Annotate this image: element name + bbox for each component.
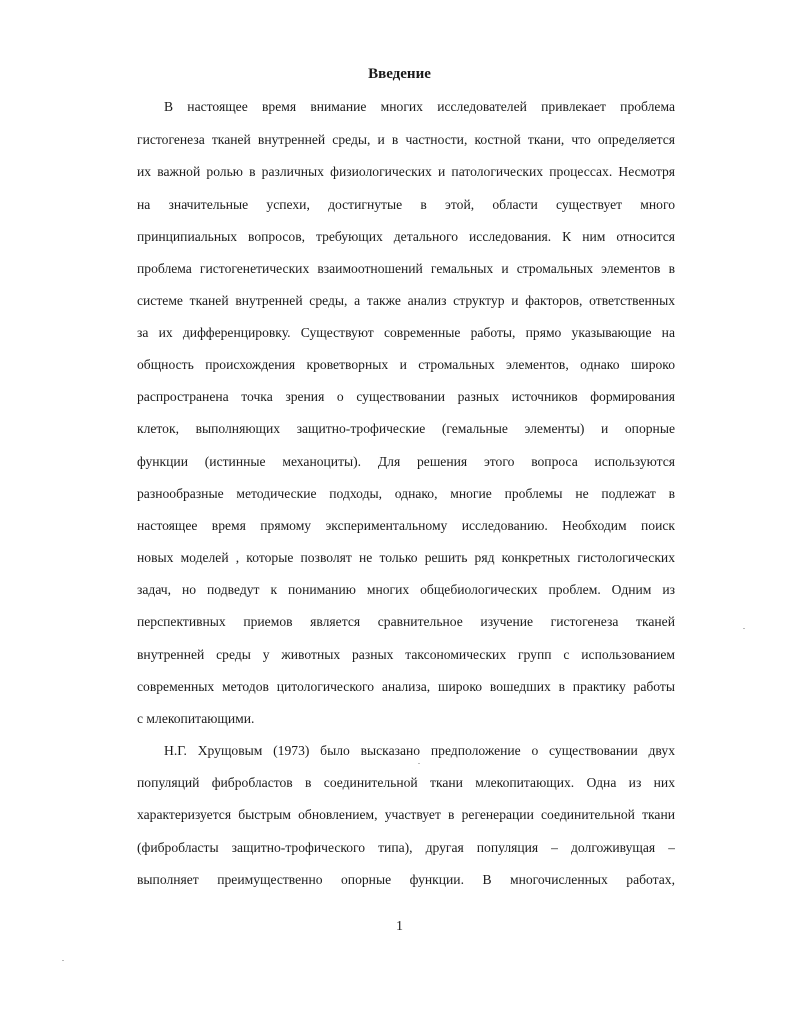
- text-line: выполняет преимущественно опорные функции. В многочисленных работах,: [137, 872, 675, 887]
- scan-speck: [743, 628, 745, 629]
- page-number: 1: [396, 919, 403, 934]
- text-line: характеризуется быстрым обновлением, участвует в регенерации соединительной ткани: [137, 807, 675, 822]
- text-line: на значительные успехи, достигнутые в этой, области существует много: [137, 197, 675, 212]
- text-line: распространена точка зрения о существовании разных источников формирования: [137, 389, 675, 404]
- text-line: задач, но подведут к пониманию многих общебиологических проблем. Одним из: [137, 582, 675, 597]
- text-line: В настоящее время внимание многих исследователей привлекает проблема: [164, 99, 675, 114]
- text-line: функции (истинные механоциты). Для решения этого вопроса используются: [137, 454, 675, 469]
- text-line: Н.Г. Хрущовым (1973) было высказано предположение о существовании двух: [164, 743, 675, 758]
- text-line: разнообразные методические подходы, однако, многие проблемы не подлежат в: [137, 486, 675, 501]
- scan-speck: [418, 763, 420, 764]
- page-title: Введение: [368, 66, 431, 82]
- text-line: принципиальных вопросов, требующих детального исследования. К ним относится: [137, 229, 675, 244]
- text-line: с млекопитающими.: [137, 711, 255, 726]
- text-line: клеток, выполняющих защитно-трофические (гемальные элементы) и опорные: [137, 421, 675, 436]
- text-line: системе тканей внутренней среды, а также анализ структур и факторов, ответственных: [137, 293, 675, 308]
- text-line: общность происхождения кроветворных и стромальных элементов, однако широко: [137, 357, 675, 372]
- scan-speck: [62, 960, 64, 961]
- text-line: популяций фибробластов в соединительной ткани млекопитающих. Одна из них: [137, 775, 675, 790]
- text-line: гистогенеза тканей внутренней среды, и в частности, костной ткани, что определяется: [137, 132, 675, 147]
- text-line: новых моделей , которые позволят не только решить ряд конкретных гистологических: [137, 550, 675, 565]
- text-line: настоящее время прямому экспериментальному исследованию. Необходим поиск: [137, 518, 675, 533]
- text-line: (фибробласты защитно-трофического типа), другая популяция – долгоживущая –: [137, 840, 675, 855]
- text-line: перспективных приемов является сравнительное изучение гистогенеза тканей: [137, 614, 675, 629]
- text-line: их важной ролью в различных физиологических и патологических процессах. Несмотря: [137, 164, 675, 179]
- text-line: за их дифференцировку. Существуют современные работы, прямо указывающие на: [137, 325, 675, 340]
- text-line: внутренней среды у животных разных таксономических групп с использованием: [137, 647, 675, 662]
- text-line: проблема гистогенетических взаимоотношений гемальных и стромальных элементов в: [137, 261, 675, 276]
- text-line: современных методов цитологического анализа, широко вошедших в практику работы: [137, 679, 675, 694]
